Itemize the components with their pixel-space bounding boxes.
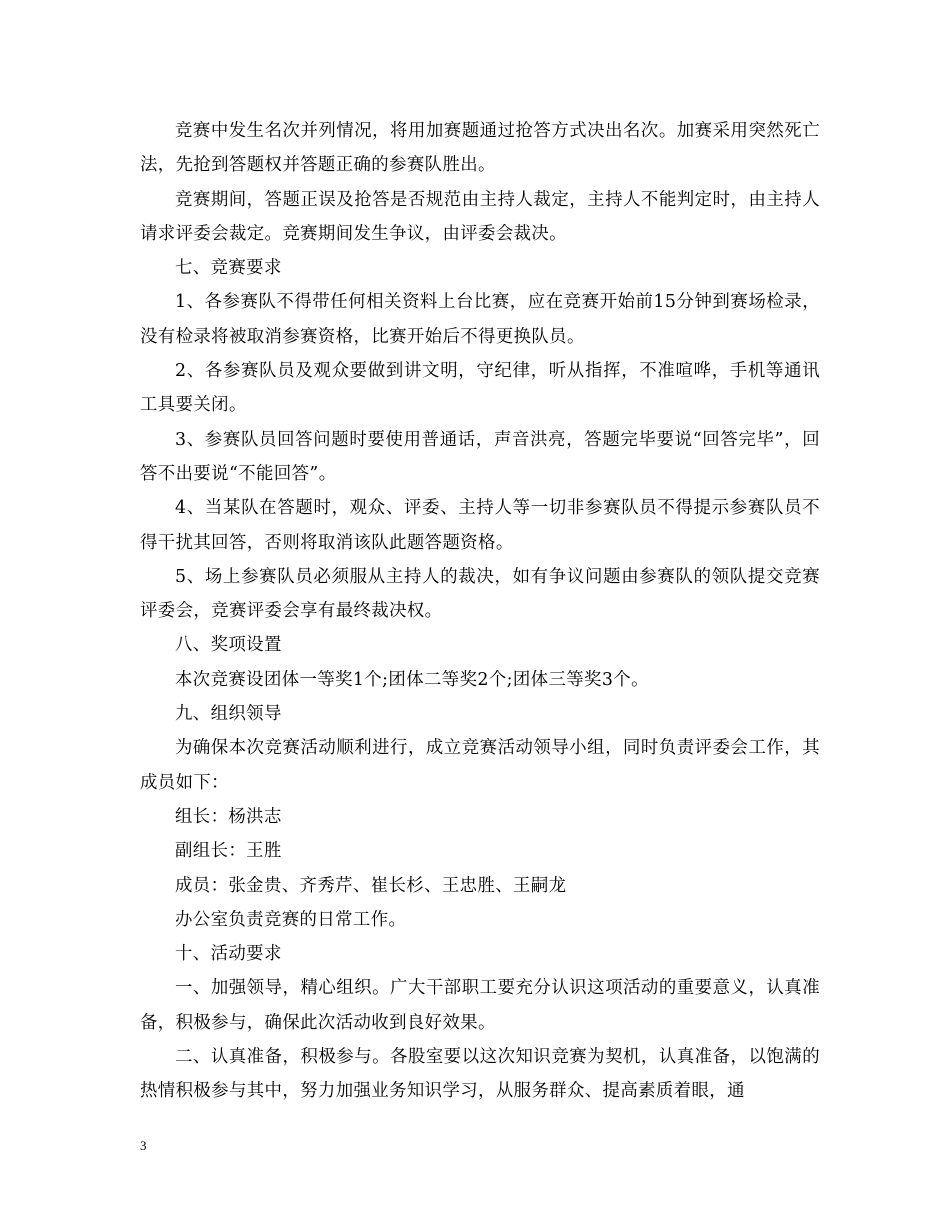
paragraph: 3、参赛队员回答问题时要使用普通话，声音洪亮，答题完毕要说“回答完毕”，回答不出要说“不能回答”。 [140, 429, 820, 484]
page-number: 3 [140, 1138, 147, 1153]
paragraph: 办公室负责竞赛的日常工作。 [175, 909, 407, 930]
paragraph: 5、场上参赛队员必须服从主持人的裁决，如有争议问题由参赛队的领队提交竞赛评委会，竞赛评委会享有最终裁决权。 [140, 566, 820, 622]
section-heading: 十、活动要求 [175, 944, 282, 965]
paragraph: 本次竞赛设团体一等奖1个;团体二等奖2个;团体三等奖3个。 [175, 669, 649, 690]
paragraph: 2、各参赛队员及观众要做到讲文明，守纪律，听从指挥，不准喧哗，手机等通讯工具要关闭。 [140, 361, 820, 416]
paragraph: 1、各参赛队不得带任何相关资料上台比赛，应在竞赛开始前15分钟到赛场检录，没有检录将被取消参赛资格，比赛开始后不得更换队员。 [140, 292, 820, 347]
paragraph: 组长：杨洪志 [175, 806, 282, 827]
document-body [140, 114, 820, 1109]
paragraph: 为确保本次竞赛活动顺利进行，成立竞赛活动领导小组，同时负责评委会工作，其成员如下： [140, 738, 820, 793]
paragraph: 副组长：王胜 [175, 841, 282, 862]
section-heading: 七、竞赛要求 [175, 258, 282, 279]
paragraph: 成员：张金贵、齐秀芹、崔长杉、王忠胜、王嗣龙 [175, 875, 567, 896]
paragraph: 一、加强领导，精心组织。广大干部职工要充分认识这项活动的重要意义，认真准备，积极参与，确保此次活动收到良好效果。 [140, 978, 820, 1033]
paragraph: 4、当某队在答题时，观众、评委、主持人等一切非参赛队员不得提示参赛队员不得干扰其回答，否则将取消该队此题答题资格。 [140, 498, 820, 553]
paragraph: 竞赛中发生名次并列情况，将用加赛题通过抢答方式决出名次。加赛采用突然死亡法，先抢到答题权并答题正确的参赛队胜出。 [140, 121, 820, 176]
section-heading: 八、奖项设置 [175, 635, 282, 656]
paragraph: 二、认真准备，积极参与。各股室要以这次知识竞赛为契机，认真准备，以饱满的热情积极参与其中，努力加强业务知识学习，从服务群众、提高素质着眼，通 [140, 1047, 820, 1102]
section-heading: 九、组织领导 [175, 704, 282, 725]
paragraph: 竞赛期间，答题正误及抢答是否规范由主持人裁定，主持人不能判定时，由主持人请求评委会裁定。竞赛期间发生争议，由评委会裁决。 [140, 189, 820, 244]
